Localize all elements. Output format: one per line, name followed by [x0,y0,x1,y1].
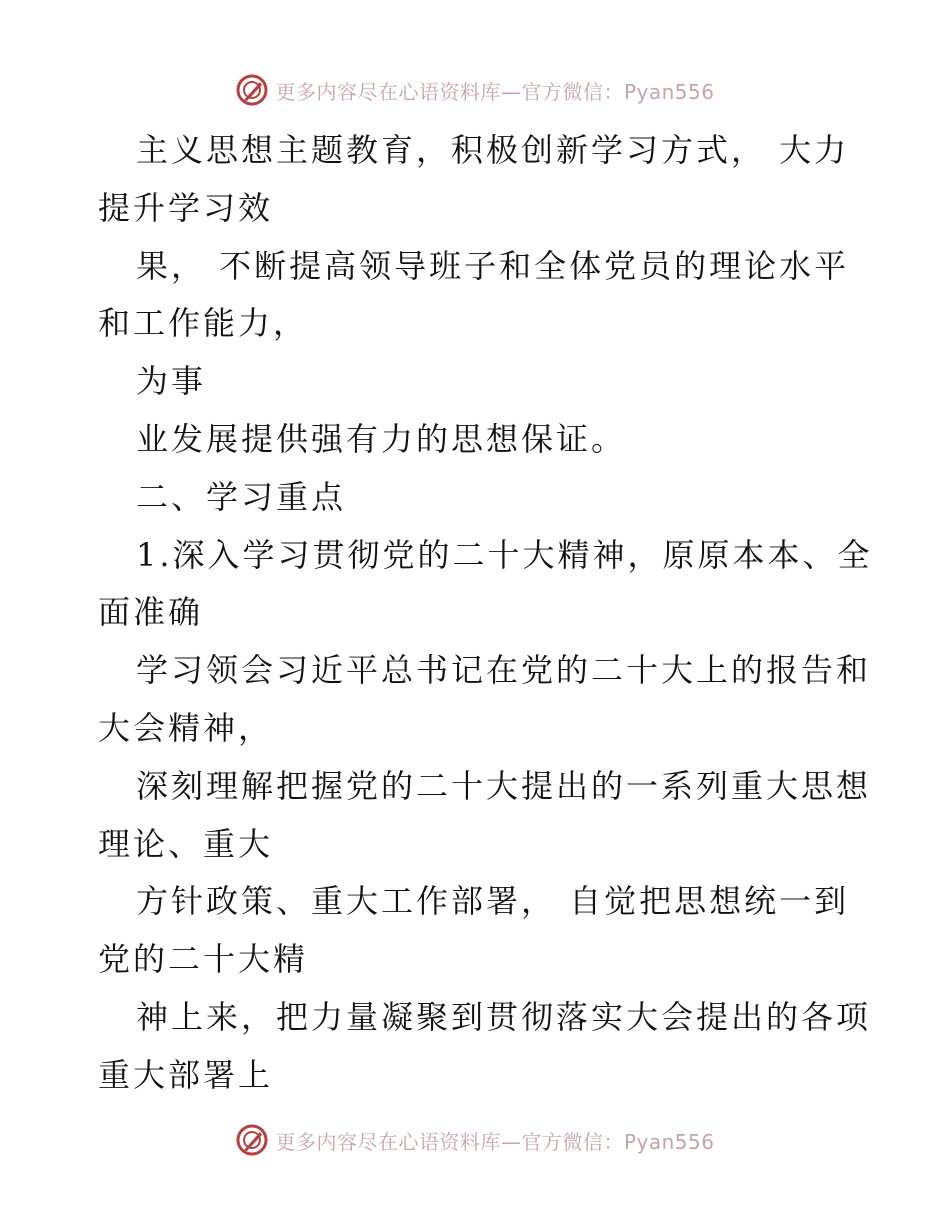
footer-watermark [0,1120,950,1160]
document-body [98,122,873,1105]
header-watermark [0,70,950,110]
quill-logo-icon [235,1123,269,1157]
paragraph-line: 面准确 [98,593,204,632]
paragraph-line: 神上来，把力量凝聚到贯彻落实大会提出的各项 [136,997,872,1036]
paragraph-line: 主义思想主题教育，积极创新学习方式， 大力 [136,131,850,169]
paragraph-line: 果， 不断提高领导班子和全体党员的理论水平 [136,246,850,285]
paragraph-line: 为事 [136,362,207,401]
paragraph-line: 深刻理解把握党的二十大提出的一系列重大思想 [136,766,872,805]
paragraph-line: 党的二十大精 [98,940,309,979]
watermark-text: 更多内容尽在心语资料库—官方微信：Pyan556 [275,79,715,104]
paragraph-line: 大会精神， [98,708,274,747]
paragraph-line: 业发展提供强有力的思想保证。 [136,419,627,458]
paragraph-line: 和工作能力， [98,304,309,343]
paragraph-line: 1.深入学习贯彻党的二十大精神，原原本本、全 [136,535,873,574]
paragraph-line: 重大部署上 [98,1055,274,1094]
quill-logo-icon [235,73,269,107]
watermark-text: 更多内容尽在心语资料库—官方微信：Pyan556 [275,1129,715,1154]
section-heading: 二、学习重点 [136,477,347,516]
paragraph-line: 理论、重大 [98,824,274,863]
paragraph-line: 方针政策、重大工作部署， 自觉把思想统一到 [136,882,850,921]
paragraph-line: 提升学习效 [98,188,274,227]
paragraph-line: 学习领会习近平总书记在党的二十大上的报告和 [136,651,872,690]
